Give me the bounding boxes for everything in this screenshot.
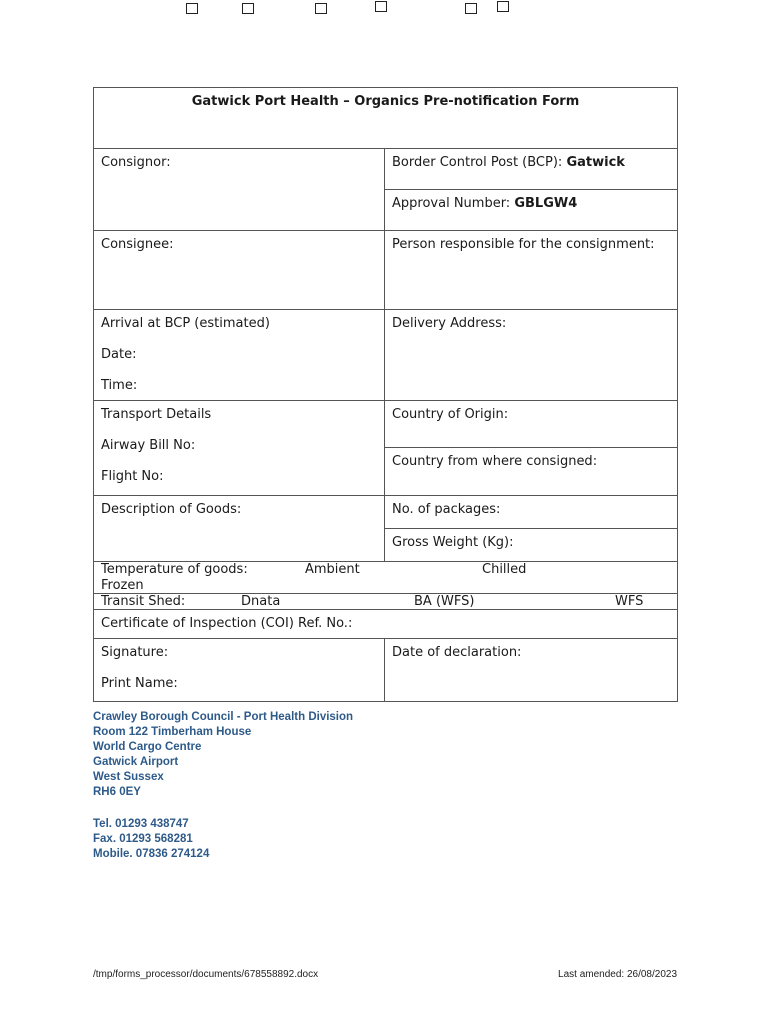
fax-number: Fax. 01293 568281 — [93, 833, 193, 845]
delivery-address-label: Delivery Address: — [392, 316, 507, 331]
checkbox-1[interactable] — [186, 3, 198, 14]
description-label: Description of Goods: — [101, 502, 242, 517]
checkbox-5[interactable] — [465, 3, 477, 14]
temp-frozen: Frozen — [101, 578, 144, 593]
arrival-field[interactable] — [94, 310, 385, 401]
checkbox-6[interactable] — [497, 1, 509, 12]
address-line: World Cargo Centre — [93, 741, 202, 753]
bcp-value: Gatwick — [566, 155, 625, 170]
transport-field[interactable] — [94, 401, 385, 496]
country-consigned-label: Country from where consigned: — [392, 454, 598, 469]
shed-ba: BA (WFS) — [414, 594, 475, 609]
council-address — [93, 710, 353, 800]
packages-field[interactable] — [385, 496, 678, 529]
approval-value: GBLGW4 — [514, 196, 578, 211]
pre-notification-form — [93, 87, 678, 702]
temperature-label: Temperature of goods: — [101, 562, 248, 577]
transit-shed-field[interactable] — [94, 594, 678, 610]
mobile-number: Mobile. 07836 274124 — [93, 848, 210, 860]
checkbox-4[interactable] — [375, 1, 387, 12]
address-line: Gatwick Airport — [93, 756, 179, 768]
gross-weight-field[interactable] — [385, 529, 678, 562]
address-line: Room 122 Timberham House — [93, 726, 252, 738]
footer-amended: Last amended: 26/08/2023 — [558, 969, 677, 980]
checkbox-2[interactable] — [242, 3, 254, 14]
temperature-field[interactable] — [94, 562, 678, 594]
transport-label: Transport Details — [101, 407, 212, 422]
tel-number: Tel. 01293 438747 — [93, 818, 189, 830]
coi-label: Certificate of Inspection (COI) Ref. No.: — [101, 616, 353, 631]
date-label: Date: — [101, 347, 137, 362]
packages-label: No. of packages: — [392, 502, 501, 517]
consignee-field[interactable] — [94, 231, 385, 310]
footer-path: /tmp/forms_processor/documents/678558892.docx — [93, 969, 319, 980]
address-line: West Sussex — [93, 771, 164, 783]
signature-label: Signature: — [101, 645, 169, 660]
address-line: Crawley Borough Council - Port Health Division — [93, 711, 354, 723]
checkbox-3[interactable] — [315, 3, 327, 14]
flight-label: Flight No: — [101, 469, 164, 484]
bcp-label: Border Control Post (BCP): — [392, 155, 563, 170]
country-origin-label: Country of Origin: — [392, 407, 509, 422]
shed-dnata: Dnata — [241, 594, 281, 609]
shed-wfs: WFS — [615, 594, 644, 609]
signature-field[interactable] — [94, 639, 385, 702]
consignor-label: Consignor: — [101, 155, 171, 170]
temp-chilled: Chilled — [482, 562, 527, 577]
date-declaration-label: Date of declaration: — [392, 645, 522, 660]
consignor-field[interactable] — [94, 149, 385, 231]
print-name-label: Print Name: — [101, 676, 178, 691]
approval-field — [385, 190, 678, 231]
gross-weight-label: Gross Weight (Kg): — [392, 535, 514, 550]
bcp-field — [385, 149, 678, 190]
person-responsible-field[interactable] — [385, 231, 678, 310]
description-field[interactable] — [94, 496, 385, 562]
address-line: RH6 0EY — [93, 786, 141, 798]
approval-label: Approval Number: — [392, 196, 511, 211]
temp-ambient: Ambient — [305, 562, 360, 577]
country-consigned-field[interactable] — [385, 448, 678, 496]
contact-numbers — [93, 817, 209, 862]
form-title: Gatwick Port Health – Organics Pre-notification Form — [94, 88, 678, 149]
country-origin-field[interactable] — [385, 401, 678, 448]
transit-shed-label: Transit Shed: — [101, 594, 186, 609]
date-declaration-field[interactable] — [385, 639, 678, 702]
arrival-label: Arrival at BCP (estimated) — [101, 316, 270, 331]
time-label: Time: — [101, 378, 138, 393]
consignee-label: Consignee: — [101, 237, 174, 252]
delivery-address-field[interactable] — [385, 310, 678, 401]
coi-field[interactable] — [94, 610, 678, 639]
airway-bill-label: Airway Bill No: — [101, 438, 196, 453]
person-responsible-label: Person responsible for the consignment: — [392, 237, 655, 252]
